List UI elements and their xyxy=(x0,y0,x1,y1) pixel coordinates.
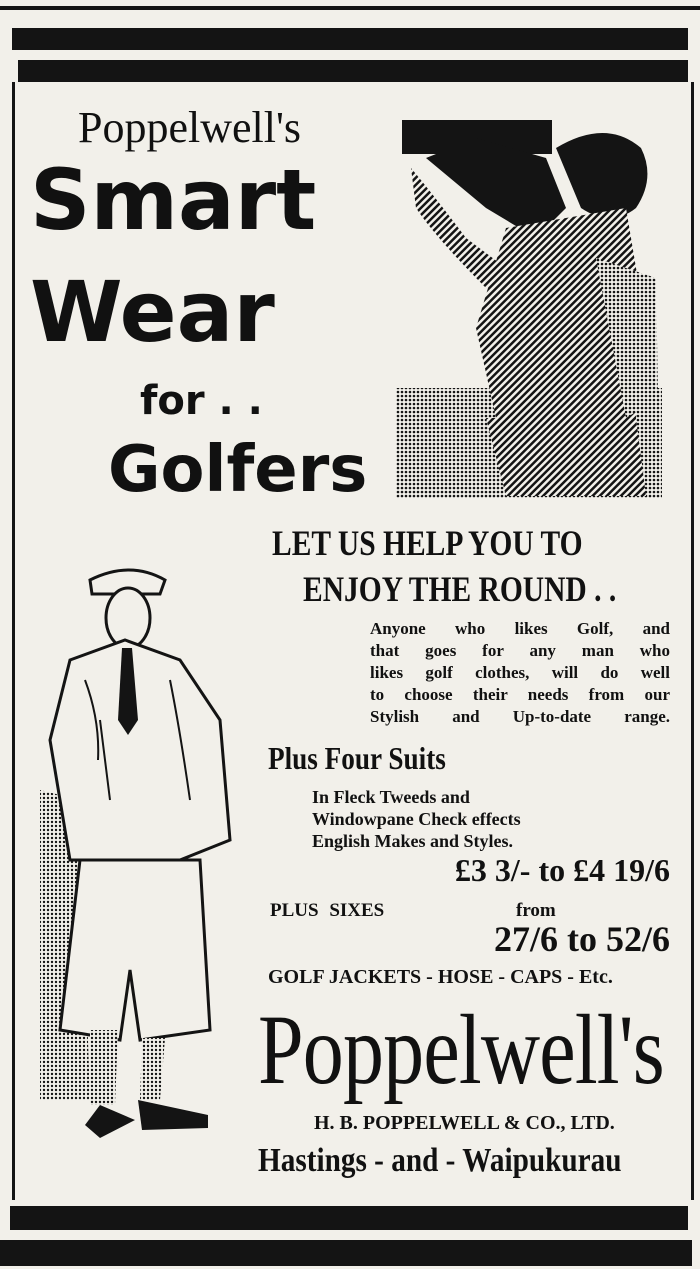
plus-sixes-from: from xyxy=(516,900,556,921)
headline-wear: Wear xyxy=(30,263,275,361)
header-brand: Poppelwell's xyxy=(78,103,302,152)
intro-line: that goes for any man who xyxy=(370,641,670,660)
intro-line: likes golf clothes, will do well xyxy=(370,663,670,682)
plus-sixes-price: 27/6 to 52/6 xyxy=(494,919,670,959)
footer-brand: Poppelwell's xyxy=(258,994,664,1105)
tagline-line-1: LET US HELP YOU TO xyxy=(272,523,583,563)
footer-company: H. B. POPPELWELL & CO., LTD. xyxy=(314,1112,615,1134)
footer-locations: Hastings - and - Waipukurau xyxy=(258,1142,622,1179)
plus-four-price: £3 3/- to £4 19/6 xyxy=(454,852,670,888)
headline-smart: Smart xyxy=(30,151,317,249)
plus-four-line: Windowpane Check effects xyxy=(312,809,521,829)
intro-line: Anyone who likes Golf, and xyxy=(370,619,670,638)
top-rule-2 xyxy=(18,60,688,82)
top-thin-rule xyxy=(0,6,700,10)
headline-golfers: Golfers xyxy=(108,433,368,507)
man-in-plus-fours-illustration xyxy=(30,560,240,1150)
top-rule-1 xyxy=(12,28,688,50)
plus-four-heading: Plus Four Suits xyxy=(268,740,446,776)
extras-line: GOLF JACKETS - HOSE - CAPS - Etc. xyxy=(268,966,613,988)
headline-for: for . . xyxy=(140,378,263,424)
tagline-line-2: ENJOY THE ROUND . . xyxy=(303,569,617,609)
intro-copy xyxy=(370,618,670,728)
intro-line: Stylish and Up-to-date range. xyxy=(370,707,670,726)
golfer-swinging-illustration xyxy=(396,118,662,498)
plus-four-line: English Makes and Styles. xyxy=(312,831,514,851)
plus-four-line: In Fleck Tweeds and xyxy=(312,787,470,807)
bottom-rule-2 xyxy=(0,1240,692,1266)
plus-four-details xyxy=(312,786,521,852)
intro-line: to choose their needs from our xyxy=(370,685,670,704)
bottom-rule-1 xyxy=(10,1206,688,1230)
plus-sixes-label: PLUS SIXES xyxy=(270,900,385,921)
